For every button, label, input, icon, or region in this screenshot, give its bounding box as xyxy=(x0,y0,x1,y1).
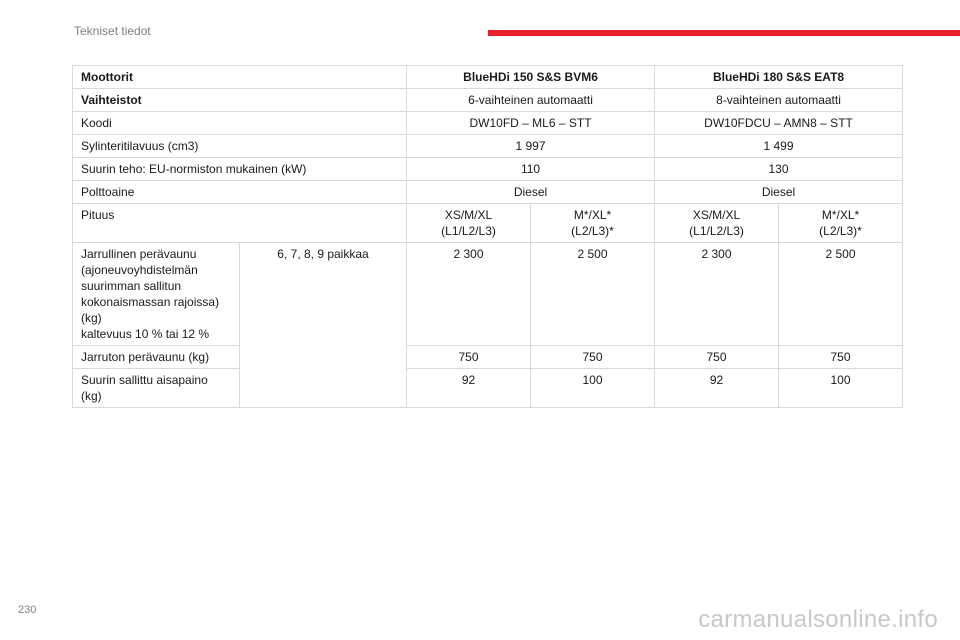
label-line: Jarrullinen perävaunu xyxy=(81,247,197,261)
label-line: Suurin sallittu aisapaino xyxy=(81,373,208,387)
watermark-text: carmanualsonline.info xyxy=(698,606,938,633)
table-row-gearbox xyxy=(73,89,903,112)
engine-180-header: BlueHDi 180 S&S EAT8 xyxy=(655,66,903,89)
code-180: DW10FDCU – AMN8 – STT xyxy=(655,112,903,135)
table-row-nose-weight xyxy=(73,369,903,408)
power-150: 110 xyxy=(407,158,655,181)
technical-specs-table xyxy=(72,65,903,408)
table-row-code xyxy=(73,112,903,135)
table-row-fuel xyxy=(73,181,903,204)
nose-weight-value: 92 xyxy=(655,369,779,408)
header-accent-bar xyxy=(488,30,960,36)
nose-weight-value: 92 xyxy=(407,369,531,408)
label-length: Pituus xyxy=(73,204,407,243)
length-line: XS/M/XL xyxy=(692,208,741,222)
length-line: XS/M/XL xyxy=(444,208,493,222)
gearbox-180: 8-vaihteinen automaatti xyxy=(655,89,903,112)
label-nose-weight xyxy=(73,369,240,408)
seats-cell: 6, 7, 8, 9 paikkaa xyxy=(240,243,407,408)
table-row-length xyxy=(73,204,903,243)
label-braked-trailer xyxy=(73,243,240,346)
page-number: 230 xyxy=(18,604,37,616)
unbraked-trailer-value: 750 xyxy=(779,346,903,369)
label-displacement: Sylinteritilavuus (cm3) xyxy=(73,135,407,158)
page-section-title: Tekniset tiedot xyxy=(74,24,151,38)
unbraked-trailer-value: 750 xyxy=(531,346,655,369)
code-150: DW10FD – ML6 – STT xyxy=(407,112,655,135)
nose-weight-value: 100 xyxy=(779,369,903,408)
length-line: (L2/L3)* xyxy=(819,224,862,238)
label-line: (kg) xyxy=(81,389,102,403)
length-150-b xyxy=(531,204,655,243)
fuel-150: Diesel xyxy=(407,181,655,204)
unbraked-trailer-value: 750 xyxy=(407,346,531,369)
fuel-180: Diesel xyxy=(655,181,903,204)
table-row-power xyxy=(73,158,903,181)
label-line: kaltevuus 10 % tai 12 % xyxy=(81,327,210,341)
label-line: kokonaismassan rajoissa) xyxy=(81,295,220,309)
label-gearbox: Vaihteistot xyxy=(73,89,407,112)
length-line: (L2/L3)* xyxy=(571,224,614,238)
label-power: Suurin teho: EU-normiston mukainen (kW) xyxy=(73,158,407,181)
label-fuel: Polttoaine xyxy=(73,181,407,204)
length-line: (L1/L2/L3) xyxy=(441,224,496,238)
braked-trailer-value: 2 500 xyxy=(531,243,655,346)
table-row-displacement xyxy=(73,135,903,158)
engine-150-header: BlueHDi 150 S&S BVM6 xyxy=(407,66,655,89)
gearbox-150: 6-vaihteinen automaatti xyxy=(407,89,655,112)
label-line: suurimman sallitun xyxy=(81,279,182,293)
power-180: 130 xyxy=(655,158,903,181)
table-row-unbraked-trailer xyxy=(73,346,903,369)
table-row-engines xyxy=(73,66,903,89)
displacement-150: 1 997 xyxy=(407,135,655,158)
label-code: Koodi xyxy=(73,112,407,135)
label-unbraked-trailer: Jarruton perävaunu (kg) xyxy=(73,346,240,369)
braked-trailer-value: 2 300 xyxy=(407,243,531,346)
unbraked-trailer-value: 750 xyxy=(655,346,779,369)
length-line: M*/XL* xyxy=(573,208,612,222)
label-engines: Moottorit xyxy=(73,66,407,89)
length-150-a xyxy=(407,204,531,243)
length-180-a xyxy=(655,204,779,243)
nose-weight-value: 100 xyxy=(531,369,655,408)
braked-trailer-value: 2 500 xyxy=(779,243,903,346)
displacement-180: 1 499 xyxy=(655,135,903,158)
length-line: (L1/L2/L3) xyxy=(689,224,744,238)
length-line: M*/XL* xyxy=(821,208,860,222)
length-180-b xyxy=(779,204,903,243)
label-line: (kg) xyxy=(81,311,102,325)
label-line: (ajoneuvoyhdistelmän xyxy=(81,263,198,277)
braked-trailer-value: 2 300 xyxy=(655,243,779,346)
table-row-braked-trailer xyxy=(73,243,903,346)
